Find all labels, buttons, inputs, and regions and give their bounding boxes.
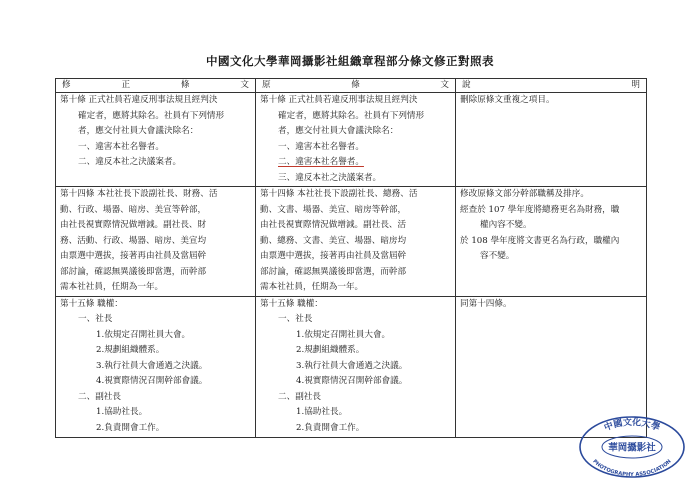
note-cell (456, 93, 647, 187)
text-line: 刪除原條文重複之項目。 (460, 95, 555, 105)
text-line: 1.協助社長。 (96, 407, 148, 417)
text-line: 部討論，確認無異議後即當選，而幹部 (260, 266, 407, 277)
original-cell (256, 187, 456, 297)
text-line: 2.負責開會工作。 (296, 422, 365, 433)
text-line: 確定者，應將其除名。社員有下列情形 (278, 110, 425, 121)
text-line: 容不變。 (480, 251, 515, 261)
text-line: 第十四條 本社社長下設副社長、財務、活 (60, 189, 218, 199)
header-char: 修 (62, 80, 71, 90)
text-line: 者，應交付社員大會議決除名： (78, 126, 199, 136)
text-line: 2.規劃組織體系。 (296, 345, 365, 355)
text-line: 確定者，應將其除名。社員有下列情形 (78, 110, 225, 121)
text-line: 第十條 正式社員若違反刑事法規且經判決 (60, 95, 218, 105)
text-line: 第十條 正式社員若違反刑事法規且經判決 (260, 95, 418, 105)
text-line: 2.規劃組織體系。 (96, 345, 165, 355)
text-line: 經查於 107 學年度將總務更名為財務，職 (460, 204, 620, 215)
revised-cell (56, 296, 256, 437)
text-line: 二、副社長 (278, 391, 321, 402)
text-line: 權內容不變。 (480, 220, 532, 230)
text-line: 部討論，確認無異議後即當選，而幹部 (60, 266, 207, 277)
text-line: 2.負責開會工作。 (96, 422, 165, 433)
header-original (256, 79, 456, 93)
header-char: 正 (121, 80, 131, 90)
text-line: 務、活動、行政、場器、暗房、美宣均 (60, 235, 207, 246)
table-row (56, 93, 647, 187)
header-revised (56, 79, 256, 93)
header-char: 條 (180, 80, 190, 90)
text-line: 由社長視實際情況做增減。副社長、財 (60, 220, 207, 230)
text-line: 1.依規定召開社員大會。 (296, 329, 391, 340)
text-line: 一、社長 (78, 314, 113, 324)
text-line: 於 108 學年度將文書更名為行政，職權內 (460, 235, 620, 246)
text-line: 4.視實際情況召開幹部會議。 (96, 376, 208, 386)
text-line: 修改原條文部分幹部職稱及排序。 (460, 189, 589, 199)
text-line: 一、社長 (278, 314, 313, 324)
text-line: 由票選中選拔，接著再由社員及當屆幹 (60, 251, 207, 261)
text-line: 由社長視實際情況做增減。副社長、活 (260, 220, 407, 230)
text-line: 第十五條 職權： (60, 298, 123, 309)
header-char: 條 (351, 80, 360, 90)
table-row (56, 187, 647, 297)
text-line: 第十五條 職權： (260, 298, 323, 309)
text-line: 需本社社員，任期為一年。 (60, 282, 164, 292)
text-line: 二、違害本社名譽者。 (278, 157, 364, 167)
text-line: 者，應交付社員大會議決除名： (278, 126, 399, 136)
text-line: 同第十四條。 (460, 298, 512, 309)
text-line: 3.執行社員大會通過之決議。 (296, 360, 408, 371)
text-line: 一、違害本社名譽者。 (78, 141, 164, 152)
note-cell (456, 187, 647, 297)
text-line: 動、行政、場器、暗房、美宣等幹部， (60, 204, 207, 215)
text-line: 動、總務、文書、美宣、場器、暗房均 (260, 235, 407, 246)
header-row (56, 79, 647, 93)
comparison-table (55, 78, 647, 438)
revised-cell (56, 187, 256, 297)
header-char: 文 (240, 80, 249, 90)
association-seal (578, 415, 686, 479)
original-cell (256, 93, 456, 187)
header-note (456, 79, 647, 93)
original-cell (256, 296, 456, 437)
text-line: 三、違反本社之決議案者。 (278, 172, 382, 183)
header-char: 說 (462, 80, 471, 90)
svg-text:華岡攝影社: 華岡攝影社 (608, 442, 656, 454)
text-line: 二、副社長 (78, 391, 121, 402)
svg-text:中國文化大學: 中國文化大學 (602, 417, 662, 434)
header-char: 原 (262, 80, 271, 90)
text-line: 需本社社員，任期為一年。 (260, 282, 364, 292)
header-char: 文 (440, 80, 449, 90)
revised-cell (56, 93, 256, 187)
text-line: 一、違害本社名譽者。 (278, 141, 364, 152)
text-line: 第十四條 本社社長下設副社長、總務、活 (260, 189, 418, 199)
table-row (56, 296, 647, 437)
text-line: 由票選中選拔，接著再由社員及當屆幹 (260, 251, 407, 261)
text-line: 二、違反本社之決議案者。 (78, 157, 182, 167)
text-line: 動、文書、場器、美宣、暗房等幹部， (260, 204, 407, 215)
text-line: 4.視實際情況召開幹部會議。 (296, 376, 408, 386)
svg-text:PHOTOGRAPHY ASSOCIATION: PHOTOGRAPHY ASSOCIATION (591, 458, 673, 479)
text-line: 1.協助社長。 (296, 407, 348, 417)
page-title: 中國文化大學華岡攝影社組織章程部分條文修正對照表 (206, 54, 494, 68)
text-line: 3.執行社員大會通過之決議。 (96, 360, 208, 371)
header-char: 明 (631, 80, 640, 90)
text-line: 1.依規定召開社員大會。 (96, 329, 191, 340)
